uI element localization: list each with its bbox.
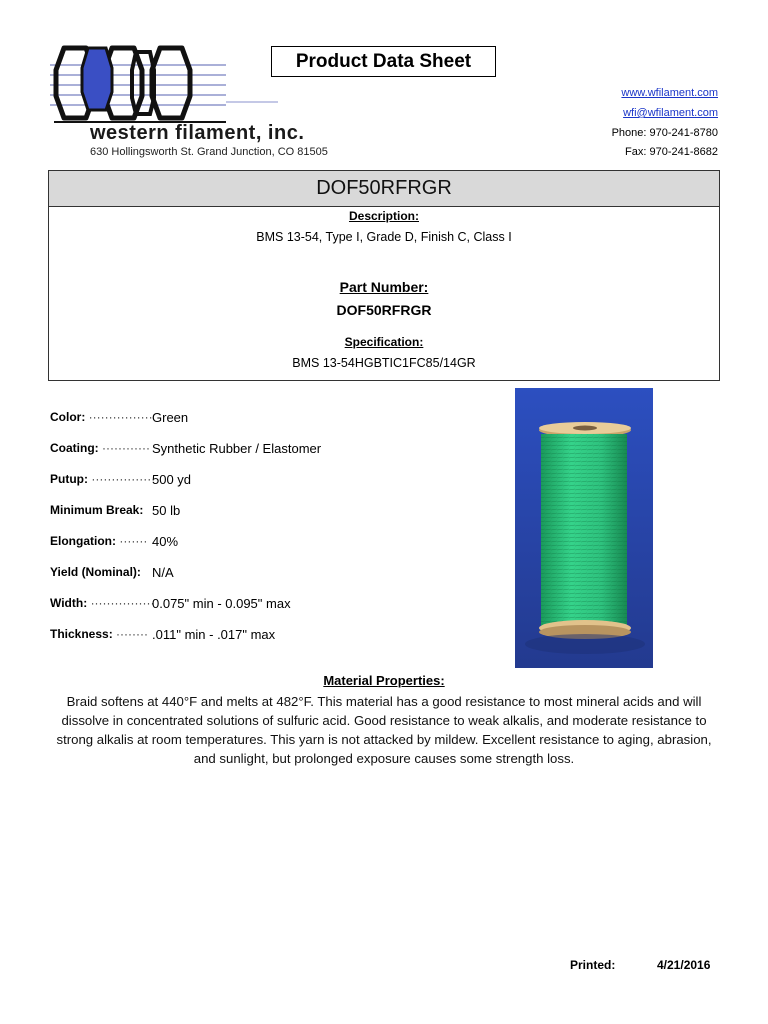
attr-yield-label: Yield (Nominal): bbox=[50, 565, 141, 579]
company-name: western filament, inc. bbox=[90, 122, 305, 144]
attr-color-label: Color: ················ bbox=[50, 410, 153, 424]
page-title: Product Data Sheet bbox=[271, 46, 496, 77]
part-number-value: DOF50RFRGR bbox=[336, 302, 432, 318]
attr-minimum-break-label: Minimum Break: bbox=[50, 503, 144, 517]
attr-elongation-label: Elongation: ······· bbox=[50, 534, 148, 548]
description-label: Description: bbox=[348, 209, 419, 223]
attr-yield-value: N/A bbox=[152, 565, 174, 580]
spool-photo bbox=[515, 388, 653, 668]
contact-phone: Phone: 970-241-8780 bbox=[611, 127, 718, 139]
printed-label: Printed: bbox=[570, 958, 616, 972]
company-address: 630 Hollingsworth St. Grand Junction, CO 81505 bbox=[90, 146, 328, 158]
specification-value: BMS 13-54HGBTIC1FC85/14GR bbox=[292, 356, 476, 370]
product-info-box bbox=[48, 170, 720, 381]
attr-coating-value: Synthetic Rubber / Elastomer bbox=[152, 441, 322, 456]
material-properties-title: Material Properties: bbox=[323, 673, 445, 688]
description-value: BMS 13-54, Type I, Grade D, Finish C, Class I bbox=[256, 230, 512, 244]
attr-putup-value: 500 yd bbox=[152, 472, 192, 487]
attr-thickness-label: Thickness: ········ bbox=[50, 627, 149, 641]
attr-width-label: Width: ················ bbox=[50, 596, 155, 610]
product-code-header: DOF50RFRGR bbox=[49, 171, 719, 207]
attr-color-value: Green bbox=[152, 410, 189, 425]
attr-thickness-value: .011" min - .017" max bbox=[152, 627, 276, 642]
material-properties-text: Braid softens at 440°F and melts at 482°F. This material has a good resistance to most mineral acids and will dissolve in concentrated solutions of sulfuric acid. Good resistance to weak alkalis, and moderate resistance to strong alkalis at room temperatures. This yarn is not attacked by mildew. Excellent resistance to aging, abrasion, and sunlight, but prolonged exposure causes some strength loss. bbox=[56, 694, 712, 766]
attr-elongation-value: 40% bbox=[152, 534, 179, 549]
attr-putup-label: Putup: ················ bbox=[50, 472, 156, 486]
contact-email[interactable] bbox=[623, 107, 718, 119]
email-link[interactable]: wfi@wfilament.com bbox=[623, 107, 718, 119]
contact-website[interactable] bbox=[621, 87, 718, 99]
website-link[interactable]: www.wfilament.com bbox=[621, 87, 718, 99]
specification-label: Specification: bbox=[344, 335, 424, 349]
printed-date: 4/21/2016 bbox=[657, 958, 711, 972]
attr-width-value: 0.075" min - 0.095" max bbox=[152, 596, 291, 611]
contact-fax: Fax: 970-241-8682 bbox=[625, 146, 718, 158]
attr-minimum-break-value: 50 lb bbox=[152, 503, 181, 518]
part-number-label: Part Number: bbox=[339, 279, 429, 295]
attr-coating-label: Coating: ············ bbox=[50, 441, 150, 455]
